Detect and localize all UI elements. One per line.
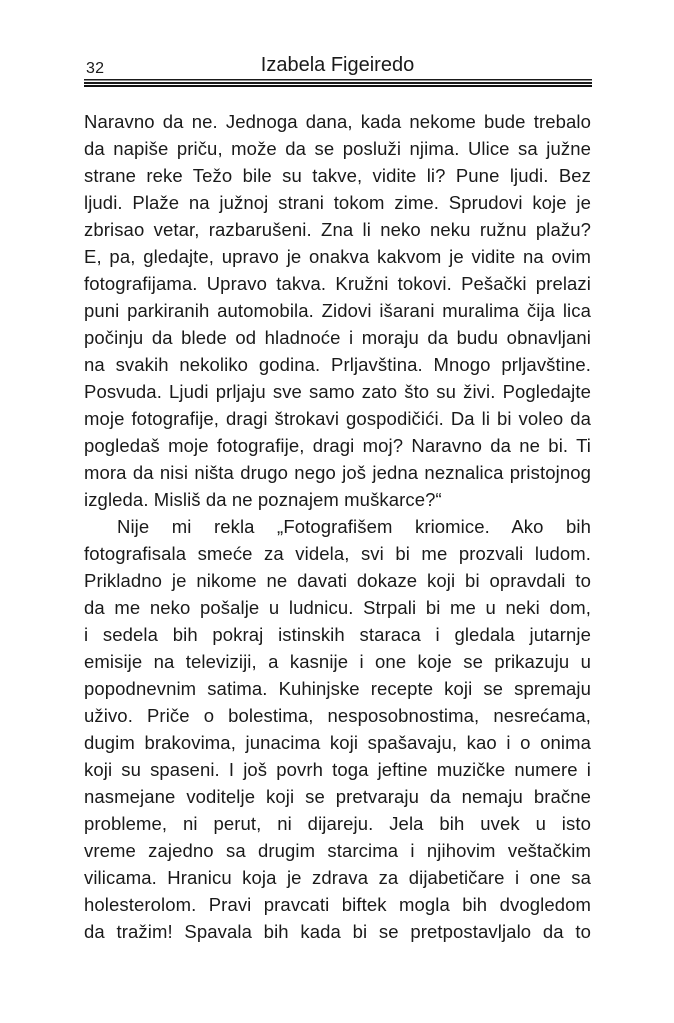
paragraph [84, 108, 591, 513]
text-line: zbrisao vetar, razbarušeni. Zna li neko neku ružnu plažu? [84, 219, 591, 240]
text-line: moje fotografije, dragi štrokavi gospodičići. Da li bi voleo da [84, 408, 591, 429]
text-line: da tražim! Spavala bih kada bi se pretpostavljalo da to [84, 921, 591, 942]
text-line: E, pa, gledajte, upravo je onakva kakvom je vidite na ovim [84, 246, 591, 267]
page-number: 32 [86, 60, 105, 77]
text-line: Nije mi rekla „Fotografišem kriomice. Ako bih [117, 516, 591, 537]
text-line: počinju da blede od hladnoće i moraju da budu obnavljani [84, 327, 591, 348]
text-line: vilicama. Hranicu koja je zdrava za dijabetičare i one sa [84, 867, 591, 888]
text-line: fotografijama. Upravo takva. Kružni tokovi. Pešački prelazi [84, 273, 591, 294]
page-header [84, 52, 591, 78]
text-line: Naravno da ne. Jednoga dana, kada nekome bude trebalo [84, 111, 591, 132]
text-line: popodnevnim satima. Kuhinjske recepte koji se spremaju [84, 678, 591, 699]
running-header: Izabela Figeiredo [260, 54, 415, 76]
text-line: probleme, ni perut, ni dijareju. Jela bih uvek u isto [84, 813, 591, 834]
paragraph [84, 513, 591, 945]
text-line: emisije na televiziji, a kasnije i one koje se prikazuju u [84, 651, 591, 672]
text-line: fotografisala smeće za videla, svi bi me prozvali ludom. [84, 543, 591, 564]
text-line: holesterolom. Pravi pravcati biftek mogla bih dvogledom [84, 894, 591, 915]
text-line: koji su spaseni. I još povrh toga jeftine muzičke numere i [84, 759, 591, 780]
text-line: vreme zajedno sa drugim starcima i njihovim veštačkim [84, 840, 591, 861]
text-line: uživo. Priče o bolestima, nesposobnostima, nesrećama, [84, 705, 591, 726]
text-line: da napiše priču, može da se posluži njima. Ulice sa južne [84, 138, 591, 159]
text-line: Posvuda. Ljudi prljaju sve samo zato što su živi. Pogledajte [84, 381, 591, 402]
text-line: i sedela bih pokraj istinskih staraca i gledala jutarnje [84, 624, 591, 645]
header-rule [84, 79, 592, 87]
text-line: puni parkiranih automobila. Zidovi išarani muralima čija lica [84, 300, 591, 321]
text-line: na svakih nekoliko godina. Prljavština. Mnogo prljavštine. [84, 354, 591, 375]
text-line: strane reke Težo bile su takve, vidite li? Pune ljudi. Bez [84, 165, 591, 186]
text-line: dugim brakovima, junacima koji spašavaju, kao i o onima [84, 732, 591, 753]
text-line: Prikladno je nikome ne davati dokaze koji bi opravdali to [84, 570, 591, 591]
text-line: ljudi. Plaže na južnoj strani tokom zime. Sprudovi koje je [84, 192, 591, 213]
page-body [84, 108, 591, 945]
text-line: mora da nisi ništa drugo nego još jedna neznalica pristojnog [84, 462, 591, 483]
text-line: da me neko pošalje u ludnicu. Strpali bi me u neki dom, [84, 597, 591, 618]
text-line: izgleda. Misliš da ne poznajem muškarce?“ [84, 489, 442, 510]
text-line: pogledaš moje fotografije, dragi moj? Naravno da ne bi. Ti [84, 435, 591, 456]
text-line: nasmejane voditelje koji se pretvaraju da nemaju bračne [84, 786, 591, 807]
